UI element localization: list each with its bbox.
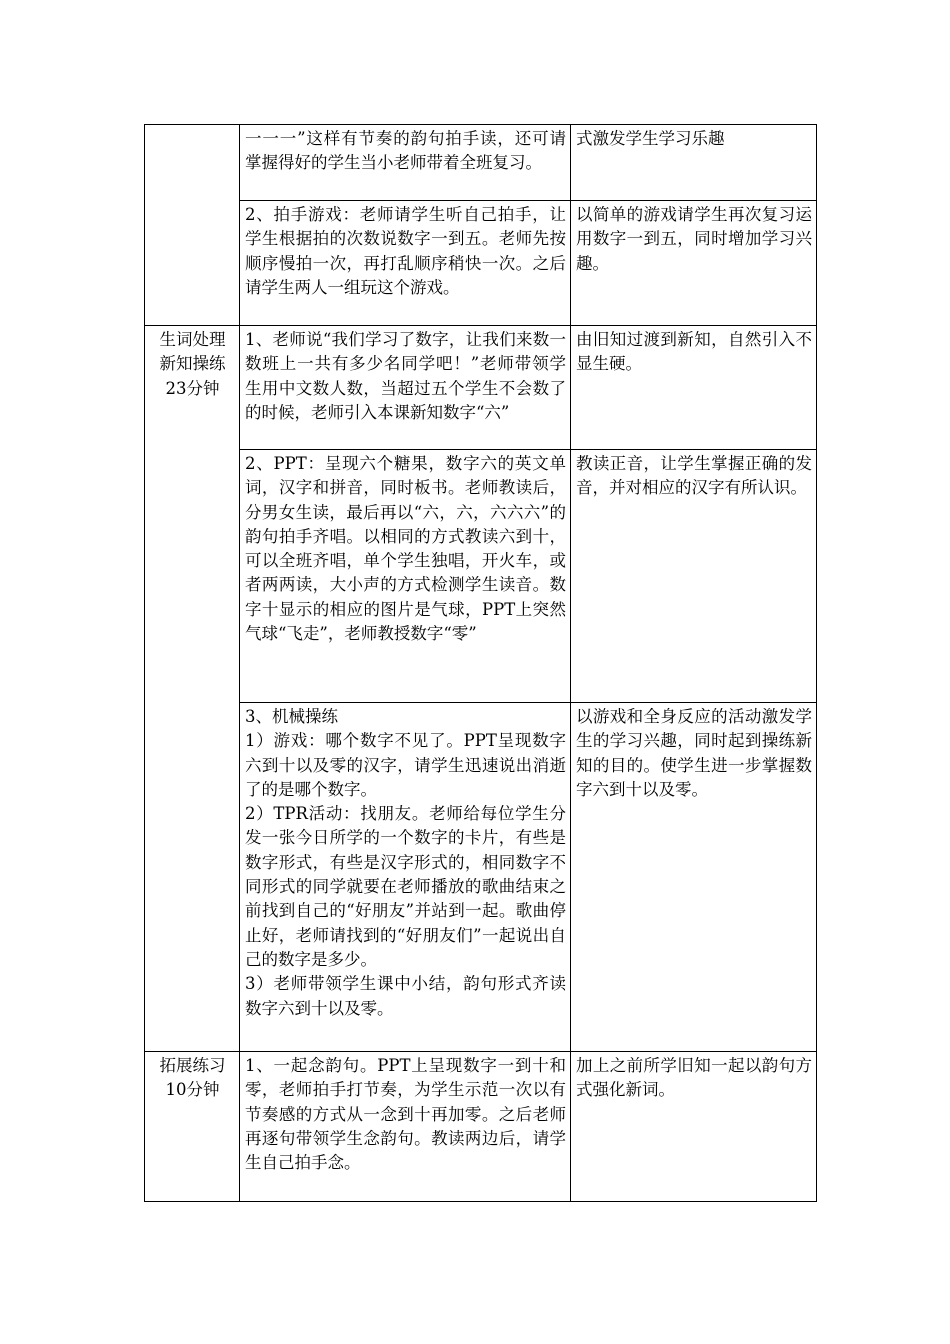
- stage-duration: 10分钟: [165, 1080, 220, 1100]
- purpose-text: 以简单的游戏请学生再次复习运用数字一到五，同时增加学习兴趣。: [576, 205, 812, 273]
- purpose-cell: [571, 326, 817, 450]
- activity-cell: [240, 1052, 571, 1202]
- purpose-cell: [571, 450, 817, 703]
- stage-label: 生词处理: [159, 330, 226, 349]
- purpose-text: 教读正音，让学生掌握正确的发音，并对相应的汉字有所认识。: [576, 454, 812, 498]
- purpose-cell: [571, 703, 817, 1052]
- stage-cell: [145, 326, 240, 1052]
- lesson-plan-table: [144, 124, 817, 1202]
- activity-text: 2）TPR活动：找朋友。老师给每位学生分发一张今日所学的一个数字的卡片，有些是数字形式，有些是汉字形式的，相同数字不同形式的同学就要在老师播放的歌曲结束之前找到自己的“好朋友”并站到一起。歌曲停止好，老师请找到的“好朋友们”一起说出自己的数字是多少。: [245, 804, 566, 969]
- table-row: [145, 201, 817, 326]
- stage-cell: [145, 1052, 240, 1202]
- activity-cell: [240, 703, 571, 1052]
- activity-text: 1、老师说“我们学习了数字，让我们来数一数班上一共有多少名同学吧！”老师带领学生用中文数人数，当超过五个学生不会数了的时候，老师引入本课新知数字“六”: [245, 330, 566, 422]
- purpose-cell: [571, 201, 817, 326]
- purpose-text: 由旧知过渡到新知，自然引入不显生硬。: [576, 330, 812, 374]
- stage-label: 新知操练: [159, 354, 226, 374]
- activity-text: 一一一”这样有节奏的韵句拍手读，还可请掌握得好的学生当小老师带着全班复习。: [245, 129, 566, 173]
- activity-text: 1、一起念韵句。PPT上呈现数字一到十和零，老师拍手打节奏，为学生示范一次以有节奏感的方式从一念到十再加零。之后老师再逐句带领学生念韵句。教读两边后，请学生自己拍手念。: [245, 1056, 566, 1173]
- activity-text: 1）游戏：哪个数字不见了。PPT呈现数字六到十以及零的汉字，请学生迅速说出消逝了的是哪个数字。: [245, 731, 566, 799]
- table-row: [145, 703, 817, 1052]
- purpose-cell: [571, 125, 817, 201]
- stage-label: 拓展练习: [159, 1056, 226, 1075]
- table-row: [145, 1052, 817, 1202]
- table-row: [145, 125, 817, 201]
- activity-cell: [240, 326, 571, 450]
- activity-cell: [240, 201, 571, 326]
- purpose-text: 以游戏和全身反应的活动激发学生的学习兴趣，同时起到操练新知的目的。使学生进一步掌握数字六到十以及零。: [576, 707, 812, 799]
- stage-duration: 23分钟: [165, 378, 220, 398]
- purpose-cell: [571, 1052, 817, 1202]
- activity-cell: [240, 125, 571, 201]
- table-row: [145, 326, 817, 450]
- purpose-text: 加上之前所学旧知一起以韵句方式强化新词。: [576, 1056, 812, 1100]
- stage-cell-empty: [145, 125, 240, 326]
- activity-text: 2、PPT：呈现六个糖果，数字六的英文单词，汉字和拼音，同时板书。老师教读后，分男女生读，最后再以“六，六，六六六”的韵句拍手齐唱。以相同的方式教读六到十，可以全班齐唱，单个学生独唱，开火车，或者两两读，大小声的方式检测学生读音。数字十显示的相应的图片是气球，PPT上突然气球“飞走”，老师教授数字“零”: [245, 454, 566, 644]
- activity-heading: 3、机械操练: [245, 707, 338, 726]
- activity-text: 2、拍手游戏：老师请学生听自己拍手，让学生根据拍的次数说数字一到五。老师先按顺序慢拍一次，再打乱顺序稍快一次。之后请学生两人一组玩这个游戏。: [245, 205, 566, 297]
- activity-cell: [240, 450, 571, 703]
- activity-text: 3）老师带领学生课中小结，韵句形式齐读数字六到十以及零。: [245, 974, 566, 1018]
- table-row: [145, 450, 817, 703]
- purpose-text: 式激发学生学习乐趣: [576, 129, 725, 148]
